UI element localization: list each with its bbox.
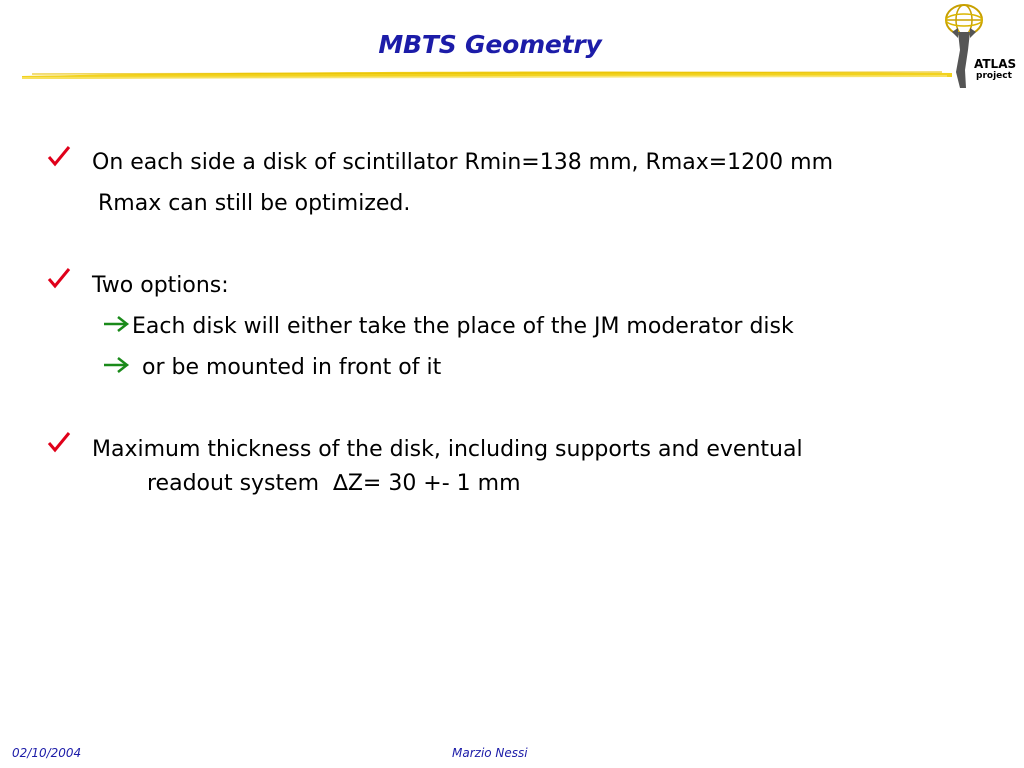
slide-title: MBTS Geometry: [378, 30, 602, 59]
footer-date: 02/10/2004: [12, 746, 82, 760]
logo-text-project: project: [976, 71, 1012, 81]
bullet-2-line-1: Two options:: [92, 273, 229, 298]
checkmark-icon: [47, 145, 71, 167]
bullet-1-line-1: On each side a disk of scintillator Rmin=138 mm, Rmax=1200 mm: [92, 150, 834, 175]
bullet-2-option-1: Each disk will either take the place of the JM moderator disk: [132, 314, 794, 339]
bullet-3-line-1: Maximum thickness of the disk, including supports and eventual: [92, 437, 803, 462]
bullet-1-line-2: Rmax can still be optimized.: [98, 191, 411, 216]
bullet-2-option-2: or be mounted in front of it: [142, 355, 442, 380]
checkmark-icon: [47, 267, 71, 289]
arrow-right-icon: [102, 355, 130, 375]
bullet-3-line-2: [147, 469, 521, 499]
logo-text-atlas: ATLAS: [974, 57, 1017, 71]
checkmark-icon: [47, 431, 71, 453]
delta-z-value: ∆Z= 30 +- 1 mm: [333, 471, 521, 496]
atlas-logo: [934, 2, 1022, 90]
arrow-right-icon: [102, 314, 130, 334]
title-underline-brush: [22, 64, 952, 84]
bullet-3-line-2-prefix: readout system: [147, 471, 320, 496]
footer-author: Marzio Nessi: [452, 746, 528, 760]
